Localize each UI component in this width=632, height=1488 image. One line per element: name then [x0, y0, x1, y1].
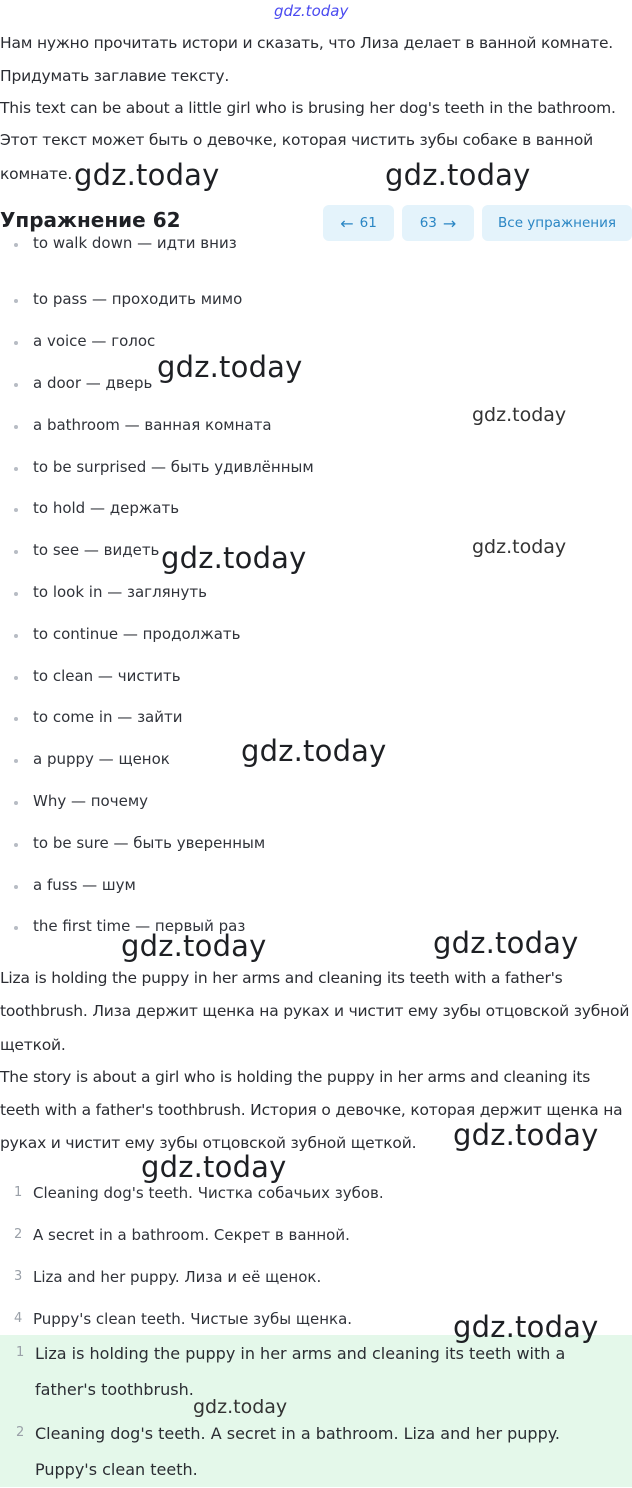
- answer-text: Cleaning dog's teeth. A secret in a bathroom. Liza and her puppy. Puppy's clean teeth.: [35, 1424, 561, 1479]
- list-item: [0, 282, 632, 324]
- title-option-text: Cleaning dog's teeth. Чистка собачьих зубов.: [33, 1184, 384, 1202]
- list-item: [0, 366, 632, 408]
- list-item: [0, 491, 632, 533]
- title-option-number: 4: [14, 1311, 23, 1326]
- list-item-text: to pass — проходить мимо: [33, 290, 243, 308]
- list-item-text: to walk down — идти вниз: [33, 234, 237, 252]
- arrow-left-icon: ←: [340, 213, 354, 233]
- title-option-text: Liza and her puppy. Лиза и её щенок.: [33, 1268, 322, 1286]
- list-item: [0, 617, 632, 659]
- prev-exercise-button[interactable]: [323, 205, 394, 241]
- watermark: gdz.today: [161, 541, 307, 575]
- title-option: [0, 1260, 632, 1302]
- watermark: gdz.today: [385, 158, 531, 192]
- list-item-text: a puppy — щенок: [33, 750, 170, 768]
- list-item-text: Why — почему: [33, 792, 149, 810]
- intro-line-1: Нам нужно прочитать истори и сказать, что Лиза делает в ванной комнате.: [0, 34, 614, 52]
- bullet-icon: [14, 341, 18, 345]
- body-line-3: щеткой.: [0, 1036, 66, 1054]
- watermark: gdz.today: [193, 1396, 288, 1418]
- next-exercise-button[interactable]: [402, 205, 474, 241]
- bullet-icon: [14, 550, 18, 554]
- title-option-number: 1: [14, 1185, 23, 1200]
- intro-line-3: This text can be about a little girl who is brusing her dog's teeth in the bathroom.: [0, 99, 616, 117]
- watermark: gdz.today: [453, 1118, 599, 1152]
- list-item: [0, 826, 632, 868]
- body-line-1: Liza is holding the puppy in her arms and cleaning its teeth with a father's: [0, 969, 563, 987]
- bullet-icon: [14, 801, 18, 805]
- list-item-text: to be surprised — быть удивлённым: [33, 458, 314, 476]
- body-line-5: teeth with a father's toothbrush. История о девочке, которая держит щенка на: [0, 1101, 623, 1119]
- list-item: [0, 450, 632, 492]
- list-item-text: to hold — держать: [33, 499, 180, 517]
- bullet-icon: [14, 843, 18, 847]
- answer-number: 1: [16, 1345, 25, 1360]
- list-item-text: to continue — продолжать: [33, 625, 241, 643]
- body-line-2: toothbrush. Лиза держит щенка на руках и чистит ему зубы отцовской зубной: [0, 1002, 630, 1020]
- bullet-icon: [14, 299, 18, 303]
- answer-number: 2: [16, 1425, 25, 1440]
- bullet-icon: [14, 885, 18, 889]
- watermark: gdz.today: [433, 926, 579, 960]
- list-item-text: a voice — голос: [33, 332, 156, 350]
- list-item-text: to see — видеть: [33, 541, 160, 559]
- list-item: [0, 575, 632, 617]
- watermark: gdz.today: [121, 929, 267, 963]
- watermark: gdz.today: [74, 158, 220, 192]
- bullet-icon: [14, 467, 18, 471]
- watermark: gdz.today: [241, 734, 387, 768]
- intro-line-4: Этот текст может быть о девочке, которая чистить зубы собаке в ванной: [0, 131, 594, 149]
- all-exercises-label: Все упражнения: [498, 215, 616, 231]
- bullet-icon: [14, 676, 18, 680]
- title-option: [0, 1176, 632, 1218]
- watermark: gdz.today: [141, 1150, 287, 1184]
- title-option: [0, 1218, 632, 1260]
- watermark: gdz.today: [472, 404, 567, 426]
- title-option-number: 2: [14, 1227, 23, 1242]
- bullet-icon: [14, 759, 18, 763]
- list-item: [0, 234, 632, 266]
- list-item-text: a bathroom — ванная комната: [33, 416, 272, 434]
- answer-text: Liza is holding the puppy in her arms and cleaning its teeth with a father's toothbrush.: [35, 1344, 566, 1399]
- bullet-icon: [14, 425, 18, 429]
- intro-line-5: комнате.: [0, 165, 73, 183]
- list-item-text: to come in — зайти: [33, 708, 183, 726]
- list-item-text: the first time — первый раз: [33, 917, 246, 935]
- list-item-text: to look in — заглянуть: [33, 583, 207, 601]
- list-item-text: a fuss — шум: [33, 876, 136, 894]
- list-item: [0, 659, 632, 701]
- intro-line-2: Придумать заглавие тексту.: [0, 67, 230, 85]
- watermark: gdz.today: [157, 350, 303, 384]
- exercise-title: Упражнение 62: [0, 208, 181, 232]
- body-line-6: руках и чистит ему зубы отцовской зубной щеткой.: [0, 1134, 417, 1152]
- bullet-icon: [14, 717, 18, 721]
- bullet-icon: [14, 383, 18, 387]
- bullet-icon: [14, 508, 18, 512]
- prev-exercise-label: 61: [359, 215, 377, 231]
- next-exercise-label: 63: [419, 215, 437, 231]
- body-line-4: The story is about a girl who is holding the puppy in her arms and cleaning its: [0, 1068, 591, 1086]
- all-exercises-button[interactable]: [482, 205, 632, 241]
- list-item: [0, 784, 632, 826]
- bullet-icon: [14, 634, 18, 638]
- list-item-text: to clean — чистить: [33, 667, 181, 685]
- watermark-top: gdz.today: [274, 2, 349, 20]
- list-item: [0, 868, 632, 910]
- title-option-text: A secret in a bathroom. Секрет в ванной.: [33, 1226, 350, 1244]
- arrow-right-icon: →: [442, 213, 457, 233]
- bullet-icon: [14, 926, 18, 930]
- watermark: gdz.today: [472, 536, 567, 558]
- watermark: gdz.today: [453, 1310, 599, 1344]
- title-option-number: 3: [14, 1269, 23, 1284]
- bullet-icon: [14, 243, 18, 247]
- list-item-text: a door — дверь: [33, 374, 153, 392]
- bullet-icon: [14, 592, 18, 596]
- title-option-text: Puppy's clean teeth. Чистые зубы щенка.: [33, 1310, 353, 1328]
- list-item: [0, 324, 632, 366]
- list-item-text: to be sure — быть уверенным: [33, 834, 266, 852]
- answer-box: [0, 1335, 632, 1487]
